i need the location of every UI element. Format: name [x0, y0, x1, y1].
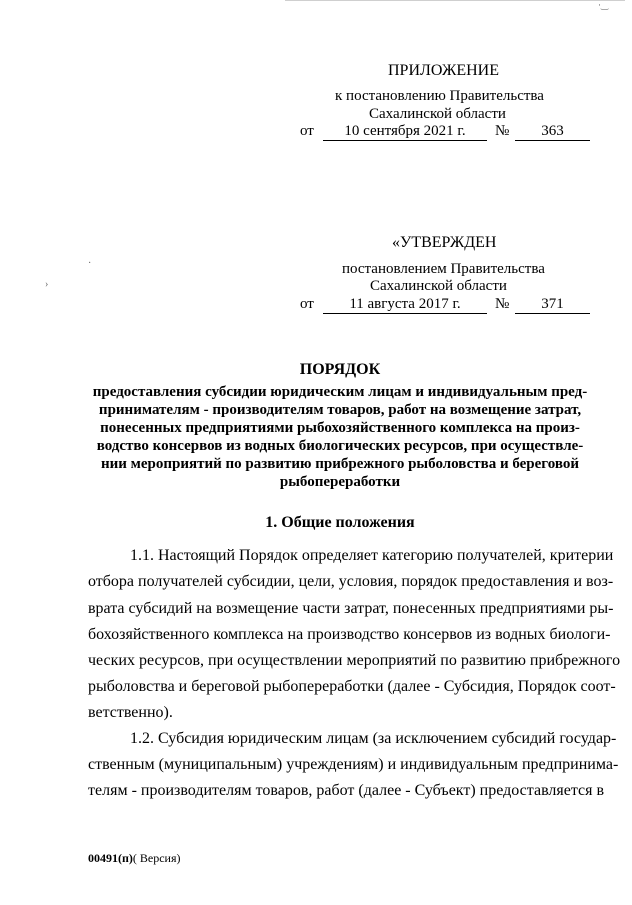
scan-artifact-dot: › [45, 279, 49, 290]
document-title: ПОРЯДОК [299, 361, 381, 378]
approved-from-label: от [300, 296, 314, 312]
footer-version: ( Версия) [132, 851, 181, 865]
scan-artifact-line [285, 0, 625, 1]
scan-artifact-dot: · [88, 258, 92, 269]
document-subtitle-line: нии мероприятий по развитию прибрежного рыболовства и береговой [100, 456, 580, 472]
paragraph-line: врата субсидий на возмещение части затрат, понесенных предприятиями ры- [88, 600, 614, 617]
paragraph-line: телям - производителям товаров, работ (далее - Субъект) предоставляется в [88, 782, 605, 799]
approved-line-2: Сахалинской области [370, 278, 507, 294]
paragraph-line: рыболовства и береговой рыбопереработки (далее - Субсидия, Порядок соот- [88, 678, 616, 695]
approved-number-label: № [495, 296, 510, 312]
document-subtitle-line: предоставления субсидии юридическим лицам и индивидуальным пред- [92, 384, 588, 400]
document-subtitle-line: рыбопереработки [279, 474, 401, 490]
footer-code [88, 851, 181, 865]
paragraph-line: ческих ресурсов, при осуществлении мероприятий по развитию прибрежного [88, 652, 621, 669]
paragraph-line: отбора получателей субсидии, цели, условия, порядок предоставления и воз- [88, 573, 614, 590]
appendix-line-1: к постановлению Правительства [335, 88, 544, 104]
appendix-number-label: № [495, 123, 510, 139]
paragraph-line: ветственно). [88, 704, 173, 721]
approved-title: «УТВЕРЖДЕН [392, 234, 497, 251]
footer-code-number: 00491(п) [88, 851, 133, 865]
approved-number: 371 [515, 296, 590, 314]
scan-artifact-mark: ·‿ [598, 0, 609, 10]
appendix-title: ПРИЛОЖЕНИЕ [388, 62, 500, 79]
document-subtitle-line: принимателям - производителям товаров, работ на возмещение затрат, [98, 402, 582, 418]
appendix-from-label: от [300, 123, 314, 139]
section-heading: 1. Общие положения [265, 514, 415, 531]
approved-line-1: постановлением Правительства [342, 261, 545, 277]
paragraph-line: ственным (муниципальным) учреждениям) и индивидуальным предпринима- [88, 756, 619, 773]
paragraph-line: 1.1. Настоящий Порядок определяет категорию получателей, критерии [130, 547, 614, 564]
paragraph-line: бохозяйственного комплекса на производство консервов из водных биологи- [88, 626, 611, 643]
appendix-number: 363 [515, 123, 590, 141]
appendix-date: 10 сентября 2021 г. [323, 123, 487, 141]
document-subtitle-line: водство консервов из водных биологических ресурсов, при осуществле- [96, 438, 584, 454]
document-subtitle-line: понесенных предприятиями рыбохозяйственного комплекса на произ- [100, 420, 580, 436]
approved-date: 11 августа 2017 г. [323, 296, 487, 314]
appendix-line-2: Сахалинской области [369, 106, 506, 122]
paragraph-line: 1.2. Субсидия юридическим лицам (за исключением субсидий государ- [130, 730, 617, 747]
